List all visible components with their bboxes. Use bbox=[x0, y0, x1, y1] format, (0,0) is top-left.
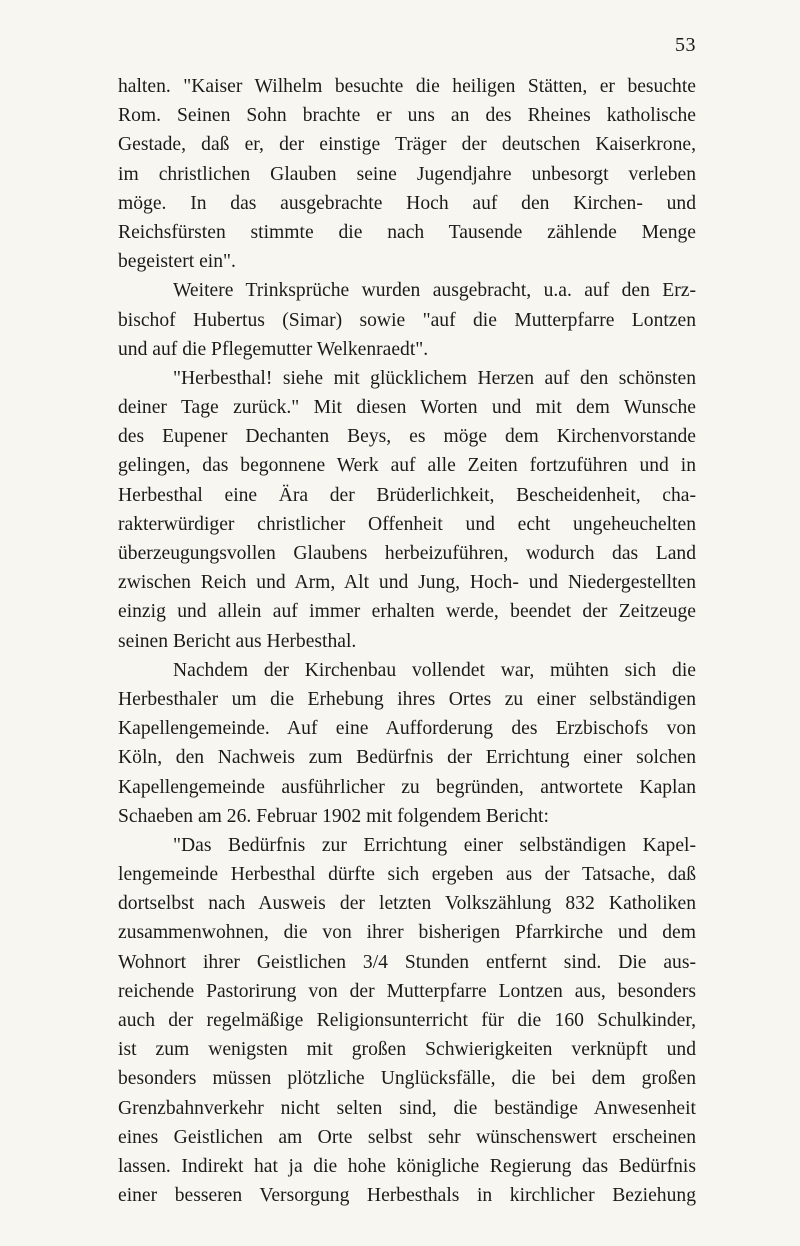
text-line: gelingen, das begonnene Werk auf alle Zeiten fortzuführen und in bbox=[118, 455, 696, 477]
text-line: dortselbst nach Ausweis der letzten Volkszählung 832 Katholiken bbox=[118, 893, 696, 915]
text-line: Herbesthaler um die Erhebung ihres Ortes zu einer selbständigen bbox=[118, 688, 696, 710]
page-number: 53 bbox=[675, 34, 696, 56]
text-line: deiner Tage zurück." Mit diesen Worten und mit dem Wunsche bbox=[118, 397, 696, 419]
text-line: Kapellengemeinde. Auf eine Aufforderung des Erzbischofs von bbox=[118, 718, 696, 740]
text-line: Köln, den Nachweis zum Bedürfnis der Errichtung einer solchen bbox=[118, 747, 696, 769]
text-line: Weitere Trinksprüche wurden ausgebracht, u.a. auf den Erz- bbox=[173, 280, 696, 302]
text-line: zusammenwohnen, die von ihrer bisherigen Pfarrkirche und dem bbox=[118, 922, 696, 944]
text-line: Wohnort ihrer Geistlichen 3/4 Stunden entfernt sind. Die aus- bbox=[118, 951, 696, 973]
text-line: "Herbesthal! siehe mit glücklichem Herzen auf den schönsten bbox=[173, 367, 696, 389]
text-line: im christlichen Glauben seine Jugendjahre unbesorgt verleben bbox=[118, 163, 696, 185]
text-line: begeistert ein". bbox=[118, 251, 236, 273]
text-line: einzig und allein auf immer erhalten werde, beendet der Zeitzeuge bbox=[118, 601, 696, 623]
text-line: und auf die Pflegemutter Welkenraedt". bbox=[118, 338, 429, 360]
text-line: bischof Hubertus (Simar) sowie "auf die Mutterpfarre Lontzen bbox=[118, 309, 696, 331]
text-line: "Das Bedürfnis zur Errichtung einer selbständigen Kapel- bbox=[173, 834, 696, 856]
text-line: eines Geistlichen am Orte selbst sehr wünschenswert erscheinen bbox=[118, 1126, 696, 1148]
text-line: ist zum wenigsten mit großen Schwierigkeiten verknüpft und bbox=[118, 1039, 696, 1061]
text-line: auch der regelmäßige Religionsunterricht für die 160 Schulkinder, bbox=[118, 1010, 696, 1031]
text-line: einer besseren Versorgung Herbesthals in kirchlicher Beziehung bbox=[118, 1185, 696, 1207]
text-line: Schaeben am 26. Februar 1902 mit folgendem Bericht: bbox=[118, 805, 549, 827]
text-line: reichende Pastorirung von der Mutterpfarre Lontzen aus, besonders bbox=[118, 980, 696, 1002]
text-line: Kapellengemeinde ausführlicher zu begründen, antwortete Kaplan bbox=[118, 776, 696, 798]
text-line: Herbesthal eine Ära der Brüderlichkeit, Bescheidenheit, cha- bbox=[118, 484, 696, 506]
text-line: möge. In das ausgebrachte Hoch auf den Kirchen- und bbox=[118, 192, 696, 214]
text-line: lassen. Indirekt hat ja die hohe königliche Regierung das Bedürfnis bbox=[118, 1155, 696, 1177]
text-line: Grenzbahnverkehr nicht selten sind, die beständige Anwesenheit bbox=[118, 1097, 696, 1119]
text-line: rakterwürdiger christlicher Offenheit und echt ungeheuchelten bbox=[118, 513, 696, 535]
text-line: lengemeinde Herbesthal dürfte sich ergeben aus der Tatsache, daß bbox=[118, 864, 696, 886]
text-line: überzeugungsvollen Glaubens herbeizuführen, wodurch das Land bbox=[118, 543, 696, 564]
text-line: des Eupener Dechanten Beys, es möge dem Kirchenvorstande bbox=[118, 426, 696, 448]
body-text bbox=[118, 72, 696, 1210]
text-line: halten. "Kaiser Wilhelm besuchte die heiligen Stätten, er besuchte bbox=[118, 76, 696, 97]
text-line: seinen Bericht aus Herbesthal. bbox=[118, 630, 357, 652]
text-line: zwischen Reich und Arm, Alt und Jung, Hoch- und Niedergestellten bbox=[118, 572, 696, 594]
text-line: besonders müssen plötzliche Unglücksfälle, die bei dem großen bbox=[118, 1068, 696, 1090]
text-line: Reichsfürsten stimmte die nach Tausende zählende Menge bbox=[118, 221, 696, 243]
text-line: Gestade, daß er, der einstige Träger der deutschen Kaiserkrone, bbox=[118, 134, 696, 156]
text-line: Nachdem der Kirchenbau vollendet war, mühten sich die bbox=[173, 659, 696, 681]
text-line: Rom. Seinen Sohn brachte er uns an des Rheines katholische bbox=[118, 105, 696, 127]
